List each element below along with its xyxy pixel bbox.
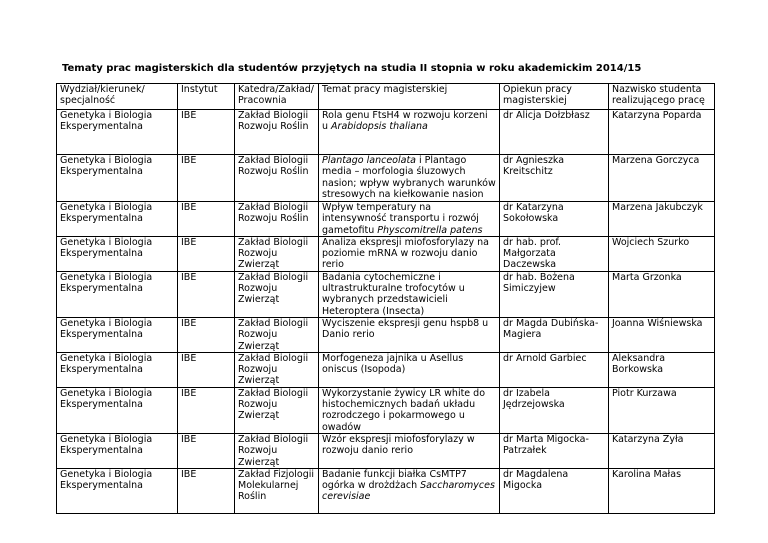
table-row: [57, 317, 715, 352]
cell-temat: [319, 468, 500, 513]
cell-opiekun: dr Izabela Jędrzejowska: [500, 387, 609, 433]
cell-student: Wojciech Szurko: [609, 236, 715, 271]
cell-temat: [319, 271, 500, 317]
cell-student: Piotr Kurzawa: [609, 387, 715, 433]
cell-instytut: IBE: [178, 110, 235, 155]
cell-kierunek: Genetyka i Biologia Eksperymentalna: [57, 317, 178, 352]
cell-temat: [319, 202, 500, 237]
topic-text-italic: Plantago lanceolata: [322, 155, 416, 166]
cell-instytut: IBE: [178, 202, 235, 237]
document-title: Tematy prac magisterskich dla studentów przyjętych na studia II stopnia w roku akademickim 2014/15: [62, 63, 642, 74]
cell-zaklad: Zakład Biologii Rozwoju Roślin: [235, 110, 319, 155]
cell-temat: [319, 110, 500, 155]
cell-kierunek: Genetyka i Biologia Eksperymentalna: [57, 271, 178, 317]
cell-instytut: IBE: [178, 155, 235, 202]
cell-instytut: IBE: [178, 317, 235, 352]
topics-table: [56, 83, 715, 514]
cell-student: Marzena Jakubczyk: [609, 202, 715, 237]
topic-text-italic: Physcomitrella patens: [377, 224, 483, 236]
topic-text: Analiza ekspresji miofosforylazy na poziomie mRNA w rozwoju danio rerio: [322, 236, 489, 271]
cell-opiekun: dr Katarzyna Sokołowska: [500, 202, 609, 237]
table-row: [57, 236, 715, 271]
cell-instytut: IBE: [178, 236, 235, 271]
cell-temat: [319, 155, 500, 202]
cell-student: Joanna Wiśniewska: [609, 317, 715, 352]
table-row: [57, 433, 715, 468]
cell-instytut: IBE: [178, 468, 235, 513]
cell-instytut: IBE: [178, 387, 235, 433]
cell-zaklad: Zakład Biologii Rozwoju Zwierząt: [235, 433, 319, 468]
topic-text-italic: Saccharomyces cerevisiae: [322, 480, 495, 503]
cell-instytut: IBE: [178, 352, 235, 387]
header-temat: Temat pracy magisterskiej: [319, 84, 500, 110]
cell-zaklad: Zakład Biologii Rozwoju Roślin: [235, 155, 319, 202]
table-row: [57, 271, 715, 317]
cell-opiekun: dr Marta Migocka-Patrzałek: [500, 433, 609, 468]
cell-zaklad: Zakład Fizjologii Molekularnej Roślin: [235, 468, 319, 513]
table-body: [57, 110, 715, 514]
header-zaklad: Katedra/Zakład/ Pracownia: [235, 84, 319, 110]
header-instytut: Instytut: [178, 84, 235, 110]
topic-text: Wpływ temperatury na intensywność transportu i rozwój gametofitu: [322, 202, 479, 236]
topic-text: Wzór ekspresji miofosforylazy w rozwoju danio rerio: [322, 433, 475, 457]
topic-text: Rola genu FtsH4 w rozwoju korzeni u: [322, 110, 488, 133]
cell-temat: [319, 317, 500, 352]
cell-student: Marta Grzonka: [609, 271, 715, 317]
cell-student: Karolina Małas: [609, 468, 715, 513]
cell-opiekun: dr Magdalena Migocka: [500, 468, 609, 513]
cell-instytut: IBE: [178, 433, 235, 468]
topic-text-after: i Plantago media – morfologia śluzowych nasion; wpływ wybranych warunków stresowych na kiełkowanie nasion: [322, 155, 496, 200]
cell-kierunek: Genetyka i Biologia Eksperymentalna: [57, 433, 178, 468]
cell-kierunek: Genetyka i Biologia Eksperymentalna: [57, 155, 178, 202]
cell-zaklad: Zakład Biologii Rozwoju Zwierząt: [235, 271, 319, 317]
cell-zaklad: Zakład Biologii Rozwoju Zwierząt: [235, 236, 319, 271]
table-row: [57, 202, 715, 237]
cell-opiekun: dr Alicja Dołzbłasz: [500, 110, 609, 155]
table-row: [57, 155, 715, 202]
table-header-row: [57, 84, 715, 110]
topic-text: Morfogeneza jajnika u Asellus oniscus (Isopoda): [322, 352, 464, 376]
cell-opiekun: dr hab. prof. Małgorzata Daczewska: [500, 236, 609, 271]
cell-temat: [319, 433, 500, 468]
cell-kierunek: Genetyka i Biologia Eksperymentalna: [57, 236, 178, 271]
topic-text: Wykorzystanie żywicy LR white do histochemicznych badań układu rozrodczego i pokarmowego u owadów: [322, 387, 486, 433]
table-row: [57, 352, 715, 387]
topic-text: Badanie funkcji białka CsMTP7 ogórka w drożdżach: [322, 468, 467, 492]
cell-temat: [319, 387, 500, 433]
cell-temat: [319, 236, 500, 271]
cell-zaklad: Zakład Biologii Rozwoju Zwierząt: [235, 387, 319, 433]
cell-opiekun: dr Magda Dubińska-Magiera: [500, 317, 609, 352]
topic-text: Wyciszenie ekspresji genu hspb8 u Danio rerio: [322, 317, 489, 341]
table-row: [57, 110, 715, 155]
table-row: [57, 387, 715, 433]
cell-student: Katarzyna Poparda: [609, 110, 715, 155]
cell-zaklad: Zakład Biologii Rozwoju Zwierząt: [235, 317, 319, 352]
cell-temat: [319, 352, 500, 387]
cell-kierunek: Genetyka i Biologia Eksperymentalna: [57, 352, 178, 387]
cell-kierunek: Genetyka i Biologia Eksperymentalna: [57, 387, 178, 433]
cell-opiekun: dr Arnold Garbiec: [500, 352, 609, 387]
cell-kierunek: Genetyka i Biologia Eksperymentalna: [57, 202, 178, 237]
cell-zaklad: Zakład Biologii Rozwoju Roślin: [235, 202, 319, 237]
header-opiekun: Opiekun pracy magisterskiej: [500, 84, 609, 110]
cell-opiekun: dr Agnieszka Kreitschitz: [500, 155, 609, 202]
cell-student: Marzena Gorczyca: [609, 155, 715, 202]
header-kierunek: Wydział/kierunek/ specjalność: [57, 84, 178, 110]
cell-zaklad: Zakład Biologii Rozwoju Zwierząt: [235, 352, 319, 387]
cell-kierunek: Genetyka i Biologia Eksperymentalna: [57, 468, 178, 513]
cell-opiekun: dr hab. Bożena Simiczyjew: [500, 271, 609, 317]
cell-student: Katarzyna Żyła: [609, 433, 715, 468]
cell-kierunek: Genetyka i Biologia Eksperymentalna: [57, 110, 178, 155]
cell-student: Aleksandra Borkowska: [609, 352, 715, 387]
table-row: [57, 468, 715, 513]
topic-text: Badania cytochemiczne i ultrastrukturalne trofocytów u wybranych przedstawicieli Heteroptera (Insecta): [322, 271, 465, 317]
cell-instytut: IBE: [178, 271, 235, 317]
header-student: Nazwisko studenta realizującego pracę: [609, 84, 715, 110]
topic-text-italic: Arabidopsis thaliana: [331, 121, 428, 133]
